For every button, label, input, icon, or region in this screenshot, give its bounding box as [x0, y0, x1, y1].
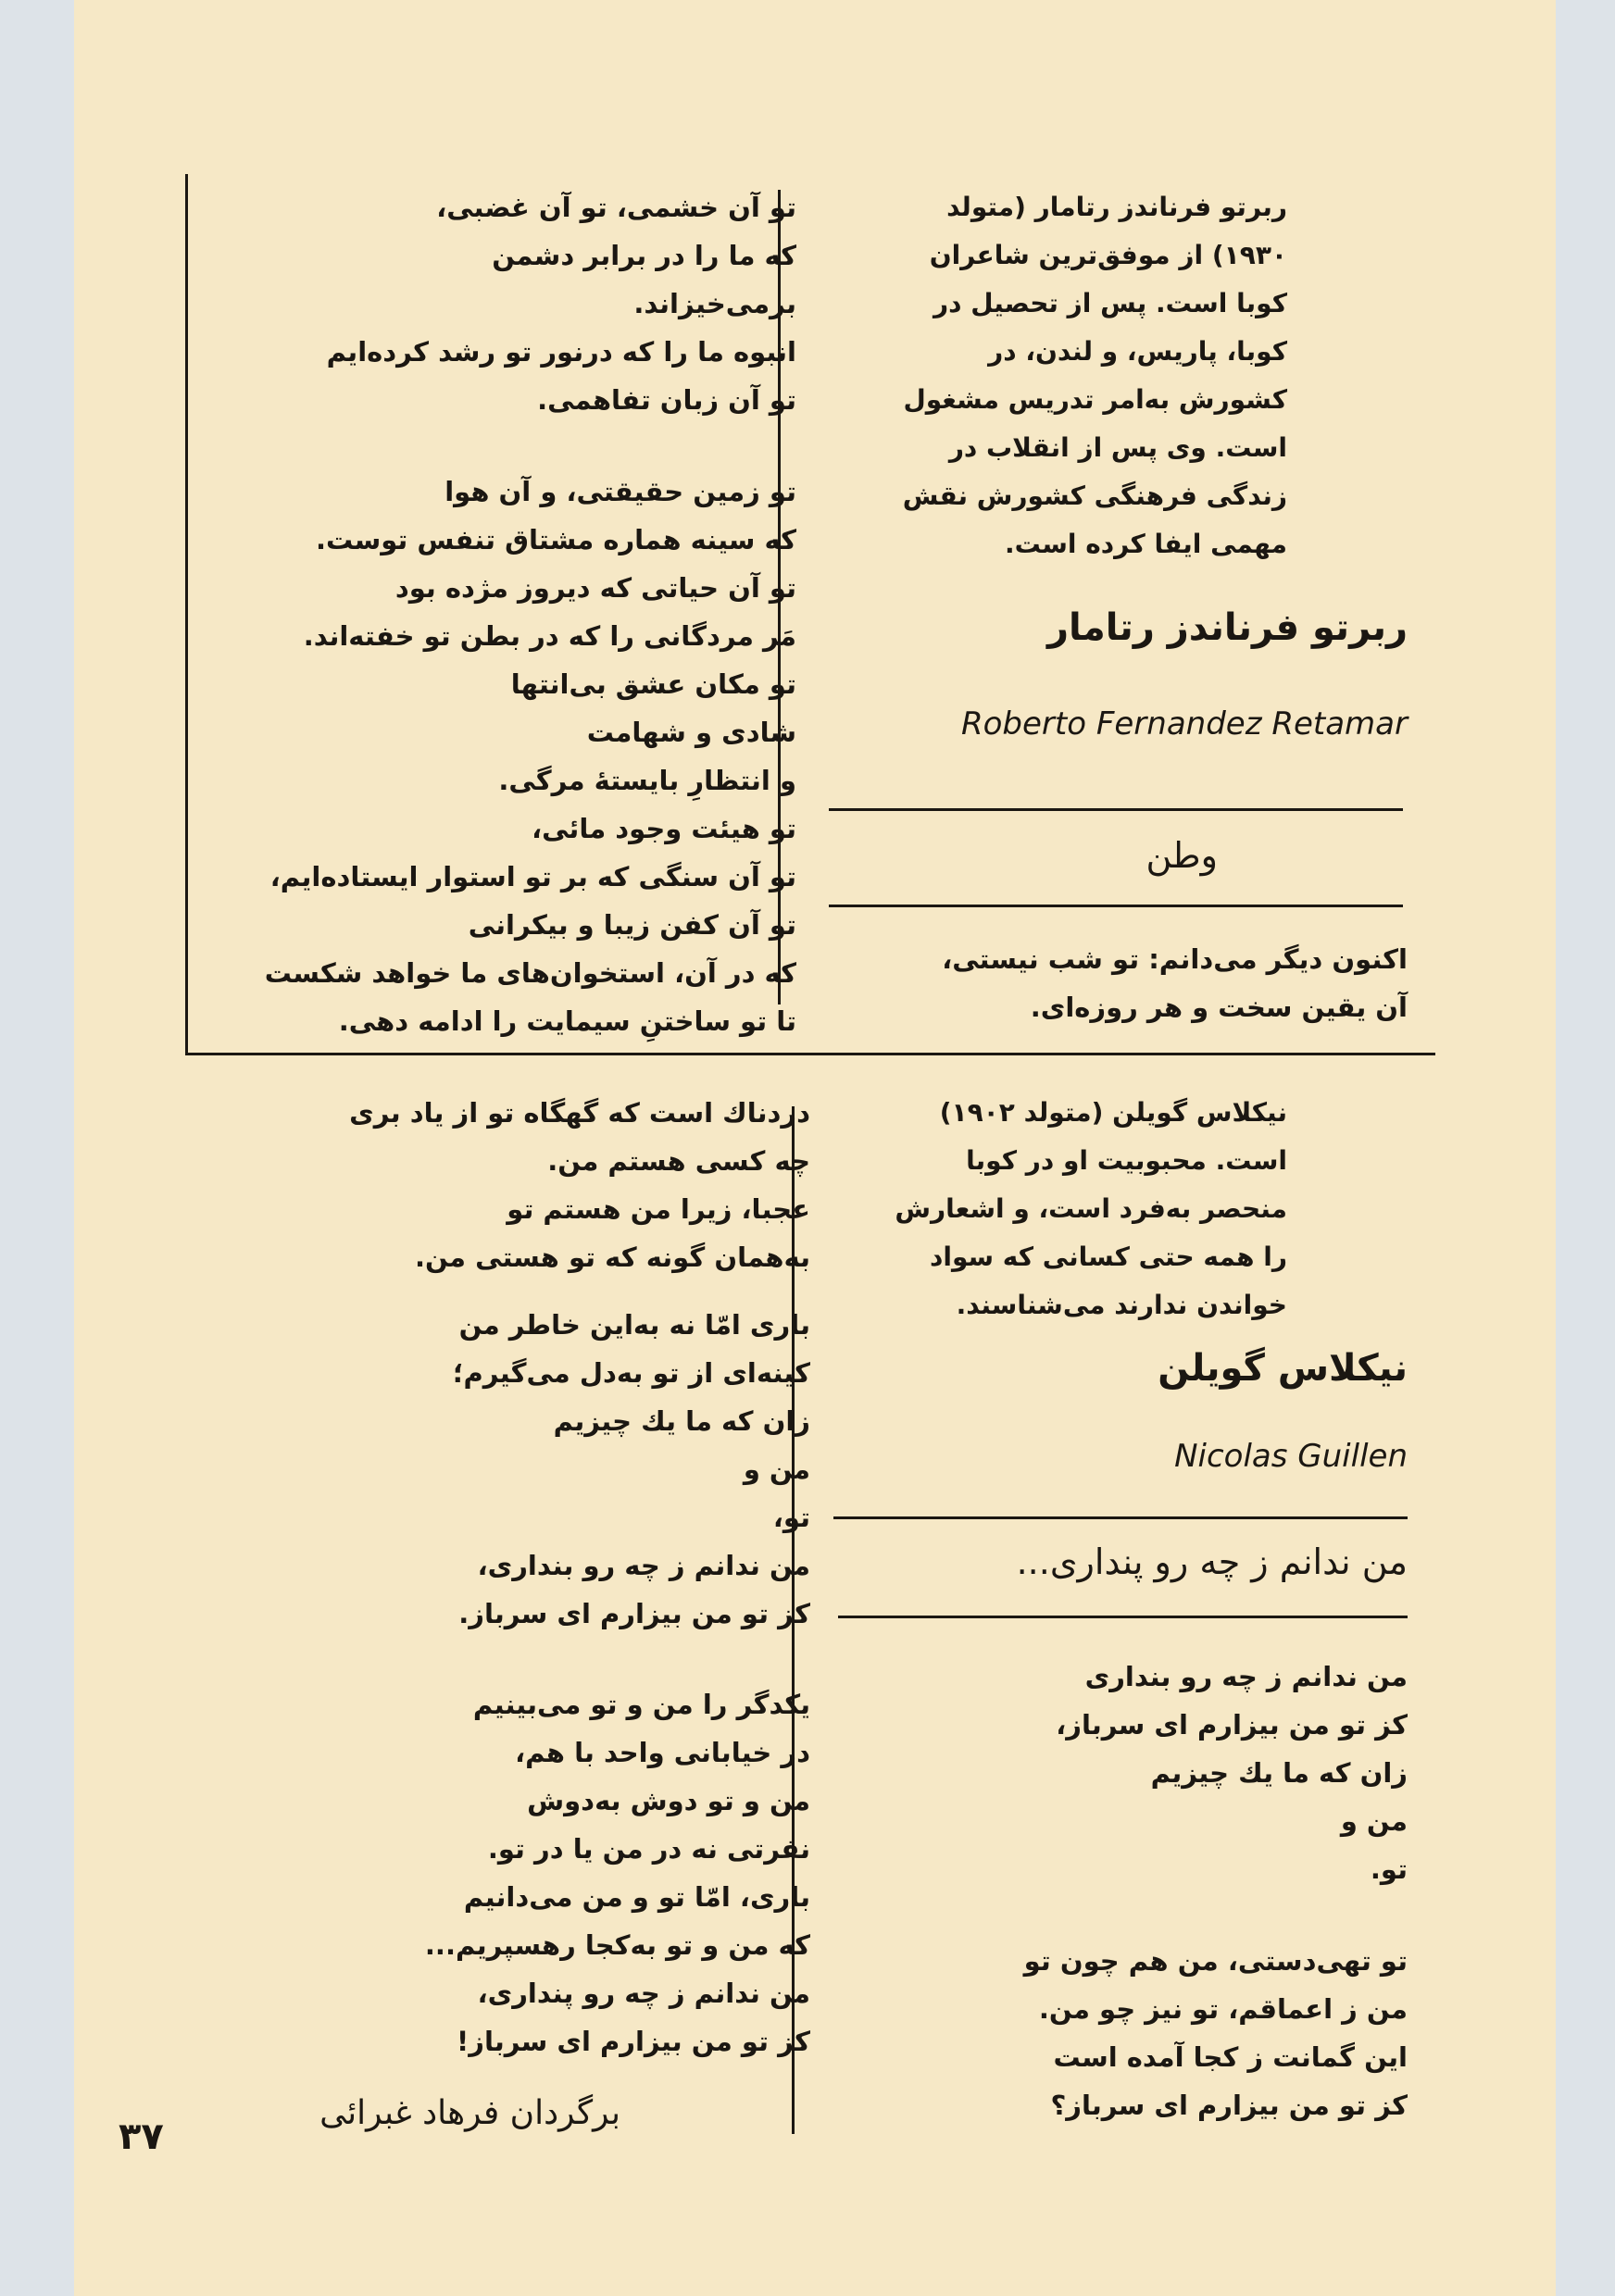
poem-line: نفرتی نه در من یا در تو. [487, 1833, 810, 1865]
divider [829, 905, 1403, 907]
retamar-bio [787, 183, 1287, 568]
guillen-poem-stanza-1 [870, 1653, 1408, 1893]
vatan-poem-stanza-1 [213, 183, 796, 424]
divider [829, 808, 1403, 811]
bio-line: مهمی ایفا کرده است. [1005, 529, 1287, 559]
poem-line: به‌همان گونه که تو هستی من. [414, 1242, 810, 1273]
poem-line: که ما را در برابر دشمن [492, 240, 796, 271]
poem-line: من ندانم ز چه رو بنداری [1084, 1661, 1408, 1692]
poem-line: زان که ما یك چیزیم [1150, 1757, 1408, 1789]
bio-line: است. وی پس از انقلاب در [948, 432, 1287, 463]
poem-line: من ز اعماقم، تو نیز چو من. [1038, 1993, 1408, 2025]
poem-line: یکدگر را من و تو می‌بینیم [472, 1689, 810, 1720]
page-number: ۳۷ [119, 2115, 164, 2158]
poem-line: کز تو من بیزارم ای سرباز، [1056, 1709, 1408, 1741]
poem-line: تو زمین حقیقتی، و آن هوا [444, 476, 796, 507]
poem-line: من و [1340, 1805, 1408, 1837]
poem-line: تو تهی‌دستی، من هم چون تو [1023, 1945, 1408, 1977]
bio-line: ربرتو فرناندز رتامار (متولد [946, 192, 1287, 222]
guillen-poem-stanza-2 [870, 1937, 1408, 2129]
magazine-page [74, 0, 1556, 2296]
bio-line: را همه حتی کسانی که سواد [929, 1242, 1287, 1272]
poem-line: کز تو من بیزارم ای سرباز؟ [1050, 2090, 1408, 2121]
poem-line: تو آن حیاتی که دیروز مژده بود [394, 572, 796, 604]
poem-line: که در آن، استخوان‌های ما خواهد شکست [264, 957, 796, 989]
bio-line: خواندن ندارند می‌شناسند. [956, 1290, 1287, 1320]
bio-line: زندگی فرهنگی کشورش نقش [902, 480, 1287, 511]
poem-line: من ندانم ز چه رو پنداری، [477, 1978, 810, 2009]
vatan-poem-stanza-2 [213, 468, 796, 1045]
frame-line [185, 174, 188, 1055]
section-divider [185, 1053, 1435, 1055]
poem-line: تو آن کفن زیبا و بیکرانی [468, 909, 796, 941]
poem-line: این گمانت ز کجا آمده است [1053, 2041, 1408, 2073]
poem-line: من و [743, 1454, 810, 1485]
poem-line: باری امّا نه به‌این خاطر من [458, 1309, 810, 1341]
guillen-poem-stanza-4 [236, 1301, 810, 1638]
bio-line: کشورش به‌امر تدریس مشغول [903, 384, 1287, 415]
poem-line: شادی و شهامت [586, 717, 796, 748]
bio-line: ۱۹۳۰) از موفق‌ترین شاعران [929, 240, 1287, 270]
poem-line: تو آن سنگی که بر تو استوار ایستاده‌ایم، [269, 861, 796, 892]
poem-line: باری، امّا تو و من می‌دانیم [463, 1881, 810, 1913]
guillen-poem-stanza-3 [236, 1089, 810, 1281]
poem-title-vatan: وطن [1146, 835, 1218, 876]
poem-line: که من و تو به‌کجا رهسپریم... [424, 1929, 810, 1961]
poem-title-guillen: من ندانم ز چه رو پنداری... [1016, 1541, 1408, 1582]
poem-line: من و تو دوش به‌دوش [527, 1785, 810, 1816]
poem-line: کز تو من بیزارم ای سرباز. [458, 1598, 810, 1629]
bio-line: نیکلاس گویلن (متولد ۱۹۰۲) [939, 1097, 1287, 1128]
poem-line: مَر مردگانی را که در بطن تو خفته‌اند. [303, 620, 796, 652]
poem-line: تا تو ساختنِ سیمایت را ادامه دهی. [338, 1005, 796, 1037]
poem-line: که سینه هماره مشتاق تنفس توست. [316, 524, 796, 555]
poem-line: چه کسی هستم من. [547, 1145, 810, 1177]
poem-line: کز تو من بیزارم ای سرباز! [457, 2026, 810, 2057]
poem-line: زان که ما یك چیزیم [553, 1405, 810, 1437]
poem-line: تو. [1370, 1853, 1408, 1885]
poem-line: و انتظارِ بایستهٔ مرگی. [498, 765, 796, 796]
poem-line: آن یقین سخت و هر روزه‌ای. [1030, 992, 1408, 1023]
vatan-poem-start [806, 935, 1408, 1031]
poem-line: تو آن زبان تفاهمی. [537, 384, 796, 416]
poem-line: برمی‌خیزاند. [633, 288, 796, 319]
poem-line: دردناك است که گهگاه تو از یاد بری [349, 1097, 810, 1129]
poem-line: عجبا، زیرا من هستم تو [507, 1193, 810, 1225]
poem-line: تو آن خشمی، تو آن غضبی، [436, 192, 796, 223]
guillen-bio [833, 1089, 1287, 1329]
retamar-name-en: Roberto Fernandez Retamar [960, 705, 1408, 742]
translator-credit: برگردان فرهاد غبرائی [319, 2094, 620, 2132]
guillen-name-en: Nicolas Guillen [1174, 1438, 1408, 1475]
bio-line: است. محبوبیت او در کوبا [966, 1145, 1287, 1176]
poem-line: در خیابانی واحد با هم، [515, 1737, 810, 1768]
bio-line: کوبا است. پس از تحصیل در [933, 288, 1287, 318]
retamar-name-fa: ربرتو فرناندز رتامار [1046, 606, 1408, 649]
guillen-poem-stanza-5 [236, 1680, 810, 2065]
guillen-name-fa: نیکلاس گویلن [1158, 1347, 1408, 1390]
poem-line: اکنون دیگر می‌دانم: تو شب نیستی، [942, 943, 1408, 975]
divider [838, 1616, 1408, 1618]
bio-line: منحصر به‌فرد است، و اشعارش [895, 1193, 1287, 1224]
poem-line: تو هیئت وجود مائی، [532, 813, 796, 844]
divider [833, 1516, 1408, 1519]
poem-line: تو مکان عشق بی‌انتها [510, 668, 796, 700]
poem-line: من ندانم ز چه رو بنداری، [477, 1550, 810, 1581]
poem-line: تو، [772, 1502, 810, 1533]
poem-line: انبوه ما را که درنور تو رشد کرده‌ایم [326, 336, 796, 368]
bio-line: کوبا، پاریس، و لندن، در [988, 336, 1287, 367]
poem-line: کینه‌ای از تو به‌دل می‌گیرم؛ [452, 1357, 810, 1389]
